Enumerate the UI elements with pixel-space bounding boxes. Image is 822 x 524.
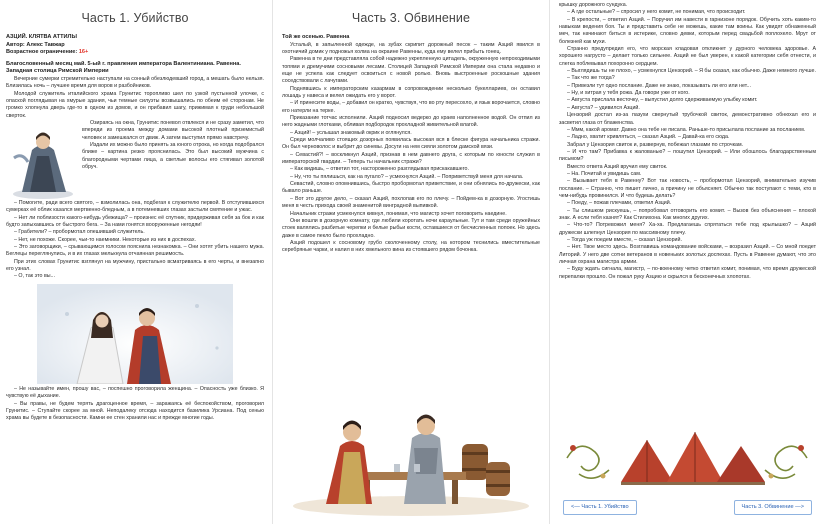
paragraph: – Нет ли поблизости какого-нибудь убежища? – произнес её спутник, придерживая себя за бок и как будто запыхавшись от быстрого бега. – За нами гонятся вооруженные негодяи! bbox=[6, 214, 264, 229]
paragraph: – Буду ждать сигнала, магистр, – по-военному четко ответил комит, понимая, что время дружеской перепалки прошло. Он пожал руку Азцию и скрылся в бесконечных хлопотах. bbox=[559, 266, 816, 280]
paragraph: При этих словах Грунитис взглянул на мужчину, пристально всматриваясь в его черты, и внезапно его узнал. bbox=[6, 258, 264, 273]
paragraph: Равенна в те дни представляла собой надежно укрепленную цитадель, окруженную непроходимыми топями и дремучими сосновыми лесами. Столицей Западной Римской Империи она стала недавно и еще не успела как следует освоиться с новой ролью. Вновь выстроенные роскошные здания соседствовали с лачугами. bbox=[282, 56, 540, 85]
paragraph: – В крепости, – ответил Азций. – Поручил им навести в гарнизоне порядок. Обучить хоть каким-то навыкам ведения боя. Ты и представить себе не можешь, какие там воины. Как увидят обнаженный меч, так начинают биться в истерике, словно девки, которым перед свадьбой поплохело. Мрут от болезней как мухи. bbox=[559, 16, 816, 45]
paragraph: – И принесите воды, – добавил он кратко, чувствуя, что во рту пересохло, и язык ворочается, словно его натерли на терке. bbox=[282, 100, 540, 114]
paragraph: – Грабители? – пробормотал опешивший служитель. bbox=[14, 229, 145, 236]
chapter-1-subhead: Благословенный месяц май. 5-ый г. правления императора Валентиниана. Равенна. Западная столица Римской Империи bbox=[6, 60, 241, 75]
paragraph: – Нет. Твое место здесь. Возглавишь командование войсками, – возразил Азций. – Со мной поедет Литорий. У него две сотни ветеранов в новеньких золотых доспехах. Пусть в Равенне думают, что это личная охрана магистра армии. bbox=[559, 244, 816, 266]
next-chapter-button[interactable]: Часть 3. Обвинение —> bbox=[734, 500, 812, 515]
paragraph: – Вот это другое дело, – сказал Азций, похлопав его по плечу. – Пойдем-ка в дозорную. Угостишь меня в честь прихода своей знаменитой винградной выпивкой. bbox=[282, 195, 540, 210]
paragraph: – Августа прислала весточку, – выпустил долго сдерживаемую улыбку комит. bbox=[567, 97, 758, 104]
paragraph: Среди молчаливо стоящих дозорных появилась высокая вся в блеске фигура начальника стражи. Он был черноволос и выбрит до синевы. Досуги на нем сияли золотом дамской вязи. bbox=[282, 137, 540, 151]
paragraph: – Азций! – услышал знакомый окрик и оглянулся. bbox=[290, 129, 412, 136]
paragraph: – А где остальные? – спросил у него комит, не понимая, что происходит. bbox=[567, 9, 746, 16]
chapter-3-title: Часть 3. Обвинение bbox=[351, 11, 471, 25]
paragraph: крышку дорожного сундука. bbox=[559, 2, 628, 8]
paragraph: Молодой служитель италийского храма Грунитис торопливо шел по узкой пустынной улочке, с опаской поглядывая на хмурые здания, чьи темные силуэты возвышались по обеим её сторонам. Не громко хлопнула дверь где-то в одном из домов, и он прибавил шагу, прижимая к груди небольшой сверток. bbox=[6, 90, 264, 119]
paragraph: – Привезли тут одно послание. Даже не знаю, показывать ли его или нет... bbox=[567, 82, 751, 89]
paragraph: Озираясь на окна, Грунитис поневол отвлекся и не сразу заметил, что впереди из проема между домами высокой плотный приземистый человек и замешкался от движ. А затем выступил прямо навстречу. bbox=[82, 120, 264, 141]
paragraph: – Августа? – удивился Азций. bbox=[567, 104, 640, 111]
paragraph: Начальник стражи усмехнулся кивнул, понимая, что магистр хочет поговорить наедине. bbox=[290, 210, 507, 217]
paragraph: – Ну, что ты пялишься, как на пугало? – усмехнулся Азций. – Поприветствуй меня для начала. bbox=[290, 173, 524, 180]
paragraph: Издали их можно было принять за юного отрока, но когда подобрался ближе – картина резко прояснилась. Это был высокий мужчина с благородными чертами лица, а светлые волосы его стягивал золотой обруч. bbox=[82, 142, 264, 171]
paragraph: Азций подошел к сосновому грубо сколоченному столу, на котором теснились вместительные серебряные чарки, и налил в них хмельного вина из стоявшего рядом бочонка. bbox=[282, 239, 540, 254]
paragraph: Вместо ответа Азций вручил ему свиток. bbox=[567, 163, 668, 170]
paragraph: – Вы правы, не будем терять драгоценное время, – заражаясь её беспокойством, проговорил Грунитис. – Ступайте скорее за мной. Неподалеку отсюда находится базилика Урсиана. Под сенью храма вы будете в безопасности. Камни ее стен хранили нас и прежде многие годы. bbox=[6, 400, 264, 422]
age-line bbox=[0, 49, 270, 57]
paragraph: – Что-то? Потревожил меня? Ха-ха. Предлагаешь спрятаться тебе под крылышко? – Азций дружески шлепнул Цензория по массивному плечу. bbox=[559, 222, 816, 236]
column-divider bbox=[272, 0, 273, 524]
age-label: Возрастное ограничение: bbox=[6, 49, 78, 56]
paragraph: – Выглядишь ты не плохо, – усмехнулся Цензорий. – Я бы сказал, как обычно. Даже немного лучше. bbox=[567, 68, 816, 75]
paragraph: – На. Почитай и увидишь сам. bbox=[567, 170, 642, 177]
chapter-1-title: Часть 1. Убийство bbox=[81, 11, 189, 25]
age-badge: 16+ bbox=[78, 49, 89, 56]
paragraph: Приказание тотчас исполнили. Азций подносил ведерко до краев наполненное водой. Он отпил из него жадными глотками, обливая подбородок прохладной живительной влагой. bbox=[282, 115, 540, 129]
paragraph: – Ну, и хитрая у тебя рожа. Да говори уже от кого. bbox=[567, 90, 690, 97]
paragraph: Вечерние сумерки стремительно наступали на сонный обезлюдевший город, а мешать было нельзя. Близилась ночь – лучшее время для воров и разбойников. bbox=[6, 75, 264, 90]
paragraph: – Вызывает тебя в Равенну? Вот так новость, – пробормотал Цензорий, внимательно изучив послание. – Странно, что пишет лично, а причину не объясняет. Обычно так поступают с теми, кто в чем-нибудь провинился. И что будешь делать? bbox=[559, 178, 816, 199]
prev-chapter-button[interactable]: <— Часть 1. Убийство bbox=[563, 500, 637, 515]
paragraph: Цензорий достал из-за пазухи свернутый трубочкой свиток, демонстративно обнюхал его и засветил глаза от блаженства. bbox=[559, 112, 816, 126]
paragraph: – И что там? Прибавка к жалованью? – пошутил Цензорий. – Или обошлось благодарственным письмом? bbox=[559, 148, 816, 163]
paragraph: – Поеду, – пожав плечами, ответил Азций. bbox=[567, 200, 672, 207]
illustration-tavern-scene bbox=[286, 388, 536, 518]
column-divider bbox=[549, 0, 550, 524]
paragraph: – Ммм, какой аромат. Давно она тебе не писала. Раньше-то присылала послание за посланием. bbox=[567, 126, 806, 133]
chapter-3-column bbox=[276, 0, 546, 524]
paragraph: Севастий, словно опомнившись, быстро пробормотал приветствие, и они обнялись по-дружески, как бывало раньше. bbox=[282, 181, 540, 195]
paragraph: Забрал у Цензория свиток и, развернув, побежал глазами по строчкам. bbox=[567, 141, 744, 148]
paragraph: – Тогда уж поедем вместе, – сказал Цензорий. bbox=[567, 237, 682, 243]
paragraph: Поднявшись к императорским казармам в сопровождении несколько букеллариев, он оставил лошадь у навеса и велел ожидать его у ворот. bbox=[282, 85, 540, 99]
paragraph: Усталый, в запыленной одежде, на зубах скрипит дорожный песок – таким Азций явился в охотничий домик у подножья холма на окраине Равенны, куда ему велел прибыть гонец. bbox=[282, 41, 540, 55]
paragraph: – Севастий?! – воскликнул Азций, признав в нем давнего друга, с которым по юности служил в императорской гвардии. – Теперь ты начальник стражи? bbox=[282, 151, 540, 166]
paragraph: – Помогите, ради всего святого, – взмолилась она, подбегая к служителю первой. В отступившихся сумерках её облик казался мертвенно-бледным, а в потемневших глазах застыли смятение и ужас. bbox=[6, 200, 264, 214]
chapter-3-continued-column bbox=[553, 0, 822, 524]
author-label: Автор: bbox=[6, 41, 25, 48]
author-line bbox=[0, 42, 270, 50]
paragraph: – Ладно, хватит кривляться, – сказал Азций. – Давай-ка его сюда. bbox=[567, 134, 730, 141]
paragraph: Они вошли в дозорную комнату, где любили коротать ночи караульные. Тут и там среди оружейных стоек валялись разбитые черепки и белые рыбьи кости, оставшиеся от бесчисленных попоек. Но здесь даже в самое пекло было прохладно. bbox=[282, 217, 540, 239]
illustration-figure-cloak bbox=[8, 122, 78, 200]
paragraph: – Ты слишком рискуешь, – попробовал отговорить его комит. – Вызов без объяснения – плохой знак. А если тебя казнят? Как Стилихона. Как многих других. bbox=[559, 207, 816, 221]
paragraph: – Так что же тогда? bbox=[567, 75, 615, 82]
illustration-two-figures bbox=[7, 284, 263, 384]
author-name: Алекс Тавжар bbox=[26, 41, 65, 48]
paragraph: – Как видишь, – ответил тот, настороженно разглядывая прискакавшего. bbox=[290, 166, 469, 173]
paragraph: – О, так это вы... bbox=[14, 273, 55, 280]
illustration-camp-ornament bbox=[559, 418, 815, 492]
chapter-3-subhead: Той же осенью. Равенна bbox=[282, 34, 350, 40]
paragraph: – Это заговорщики, – срывающимся голосом пояснила незнакомка. – Они хотят убить нашего мужа. Беглецы переглянулись, и в их глазах мелькнула отчаянная решимость. bbox=[6, 244, 264, 258]
chapter-1-column bbox=[0, 0, 270, 524]
book-title: АЗЦИЙ. КЛЯТВА АТТИЛЫ bbox=[6, 34, 77, 40]
paragraph: – Не называйте имен, прошу вас, – поспешно проговорила женщина. – Опасность уже близко. Я чувствую её дыхание. bbox=[6, 385, 264, 400]
paragraph: Странно предупредил его, что морская кладовая откликнет у дурного человека здоровье. А хорошего нагрусто – делает только сильнее. Азций не был уверен, к какой категории себя отнести, и слегка поблевывал похоронно сердцем. bbox=[559, 46, 816, 67]
paragraph: – Нет, не похоже. Скорее, чьи-то наемники. Некоторые из них в доспехах. bbox=[14, 236, 196, 243]
